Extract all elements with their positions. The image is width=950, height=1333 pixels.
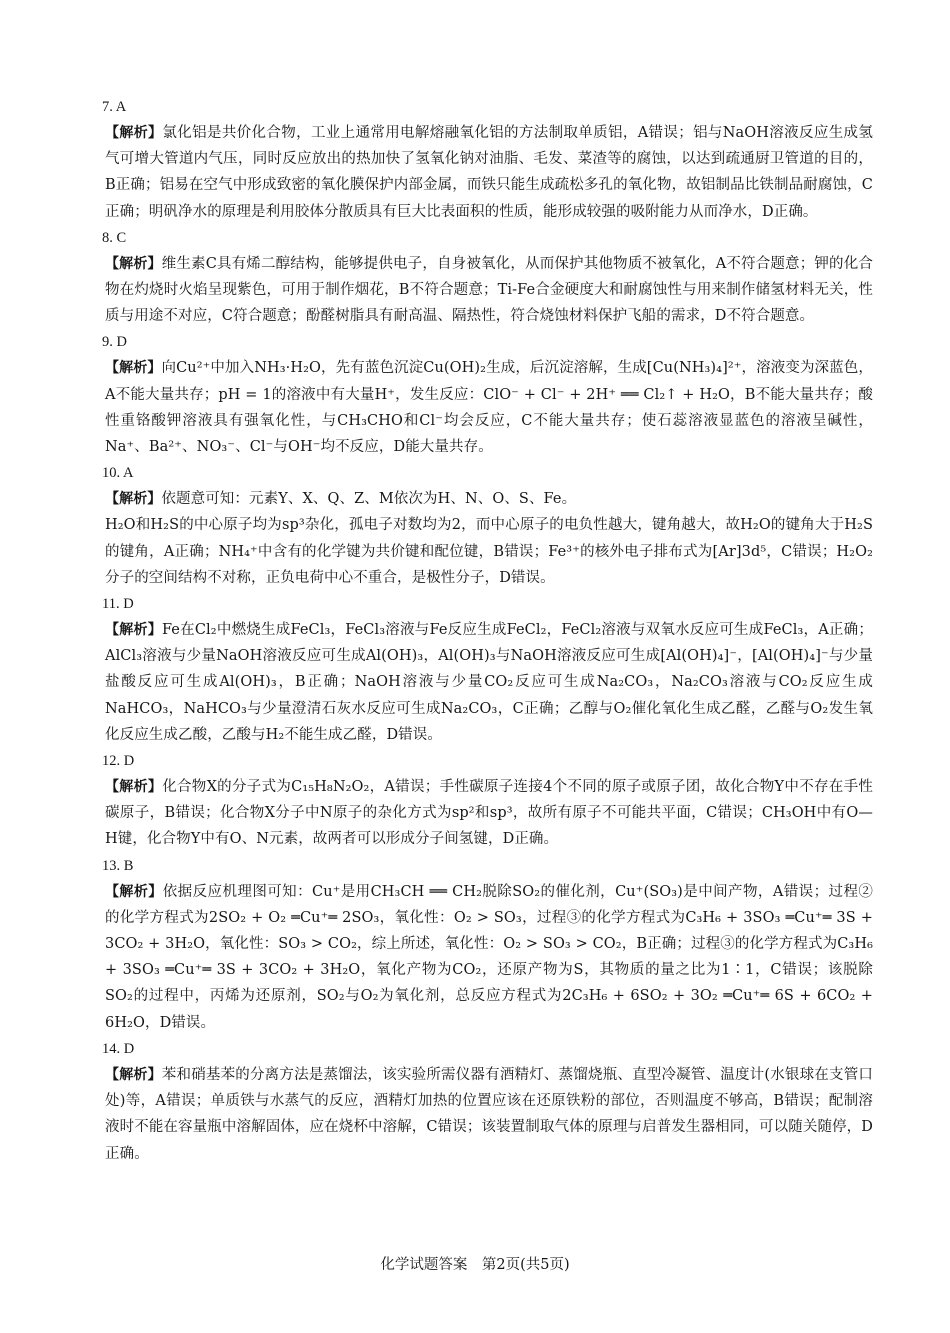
analysis-tag: 【解析】 (105, 883, 163, 900)
question-number: 10. A (102, 465, 134, 482)
analysis-tag: 【解析】 (105, 255, 162, 272)
analysis (105, 774, 873, 853)
question-number: 9. D (102, 334, 127, 351)
question-block (102, 460, 873, 591)
analysis-text: 维生素C具有烯二醇结构，能够提供电子，自身被氧化，从而保护其他物质不被氧化，A不符合题意；钾的化合物在灼烧时火焰呈现紫色，可用于制作烟花，B不符合题意；Ti-Fe合金硬度大和耐腐蚀性与用来制作储氢材料无关，性质与用途不对应，C符合题意；酚醛树脂具有耐高温、隔热性，符合烧蚀材料保护飞船的需求，D不符合题意。 (105, 255, 873, 325)
question-number: 8. C (102, 229, 127, 246)
question-number: 13. B (102, 857, 134, 874)
question-number: 7. A (102, 99, 127, 115)
analysis (105, 879, 873, 1036)
analysis-text: 依题意可知：元素Y、X、Q、Z、M依次为H、N、O、S、Fe。 (161, 491, 577, 508)
analysis-tag: 【解析】 (105, 360, 162, 377)
analysis-text: 苯和硝基苯的分离方法是蒸馏法，该实验所需仪器有酒精灯、蒸馏烧瓶、直型冷凝管、温度计(水银球在支管口处)等，A错误；单质铁与水蒸气的反应，酒精灯加热的位置应该在还原铁粉的部位，否则温度不够高，B错误；配制溶液时不能在容量瓶中溶解固体，应在烧杯中溶解，C错误；该装置制取气体的原理与启普发生器相同，可以随关随停，D正确。 (105, 1066, 873, 1162)
analysis (105, 1062, 873, 1167)
analysis-tag: 【解析】 (105, 622, 162, 639)
question-number: 14. D (102, 1040, 135, 1057)
analysis-text: Fe在Cl₂中燃烧生成FeCl₃，FeCl₃溶液与Fe反应生成FeCl₂，FeCl₂溶液与双氧水反应可生成FeCl₃，A正确；AlCl₃溶液与少量NaOH溶液反应可生成Al(OH)₃，Al(OH)₃与NaOH溶液反应可生成[Al(OH)₄]⁻，[Al(OH)₄]⁻与少量盐酸反应可生成Al(OH)₃，B正确；NaOH溶液与少量CO₂反应可生成Na₂CO₃，Na₂CO₃溶液与CO₂反应生成NaHCO₃，NaHCO₃与少量澄清石灰水反应可生成Na₂CO₃，C正确；乙醇与O₂催化氧化生成乙醛，乙醛与O₂发生氧化反应生成乙酸，乙酸与H₂不能生成乙醛，D错误。 (105, 622, 873, 743)
analysis-text: 氯化铝是共价化合物，工业上通常用电解熔融氧化铝的方法制取单质铝，A错误；铝与NaOH溶液反应生成氢气可增大管道内气压，同时反应放出的热加快了氢氧化钠对油脂、毛发、菜渣等的腐蚀，以达到疏通厨卫管道的目的，B正确；铝易在空气中形成致密的氧化膜保护内部金属，而铁只能生成疏松多孔的氧化物，故铝制品比铁制品耐腐蚀，C正确；明矾净水的原理是利用胶体分散质具有巨大比表面积的性质，能形成较强的吸附能力从而净水，D正确。 (105, 125, 874, 220)
analysis-tag: 【解析】 (105, 491, 162, 508)
question-block (102, 1036, 873, 1167)
question-block (102, 329, 873, 460)
page-footer: 化学试题答案 第2页(共5页) (380, 1257, 570, 1273)
analysis-tag: 【解析】 (105, 1066, 162, 1083)
analysis (105, 486, 873, 591)
analysis-text: H₂O和H₂S的中心原子均为sp³杂化，孤电子对数均为2，而中心原子的电负性越大，键角越大，故H₂O的键角大于H₂S的键角，A正确；NH₄⁺中含有的化学键为共价键和配位键，B错误；Fe³⁺的核外电子排布式为[Ar]3d⁵，C错误；H₂O₂分子的空间结构不对称，正负电荷中心不重合，是极性分子，D错误。 (105, 517, 873, 586)
analysis-text: 向Cu²⁺中加入NH₃·H₂O，先有蓝色沉淀Cu(OH)₂生成，后沉淀溶解，生成[Cu(NH₃)₄]²⁺，溶液变为深蓝色，A不能大量共存；pH = 1的溶液中有大量H⁺，发生反应：ClO⁻ + Cl⁻ + 2H⁺ ══ Cl₂↑ + H₂O，B不能大量共存；酸性重铬酸钾溶液具有强氧化性，与CH₃CHO和Cl⁻均会反应，C不能大量共存；使石蕊溶液显蓝色的溶液呈碱性，Na⁺、Ba²⁺、NO₃⁻、Cl⁻与OH⁻均不反应，D能大量共存。 (105, 360, 873, 456)
analysis (105, 251, 873, 330)
analysis-text: 化合物X的分子式为C₁₅H₈N₂O₂，A错误；手性碳原子连接4个不同的原子或原子团，故化合物Y中不存在手性碳原子，B错误；化合物X分子中N原子的杂化方式为sp²和sp³，故所有原子不可能共平面，C错误；CH₃OH中有O—H键，化合物Y中有O、N元素，故两者可以形成分子间氢键，D正确。 (105, 779, 873, 848)
analysis-tag: 【解析】 (105, 779, 163, 796)
question-block (102, 853, 874, 1036)
analysis-tag: 【解析】 (105, 125, 163, 141)
answer-page (102, 94, 874, 1167)
analysis (105, 355, 873, 460)
analysis (105, 120, 873, 225)
analysis-text: 依据反应机理图可知：Cu⁺是用CH₃CH ══ CH₂脱除SO₂的催化剂，Cu⁺(SO₃)是中间产物，A错误；过程②的化学方程式为2SO₂ + O₂ ═Cu⁺═ 2SO₃，氧化性：O₂ > SO₃，过程③的化学方程式为C₃H₆ + 3SO₃ ═Cu⁺═ 3S + 3CO₂ + 3H₂O，氧化性：SO₃ > CO₂，综上所述，氧化性：O₂ > SO₃ > CO₂，B正确；过程③的化学方程式为C₃H₆ + 3SO₃ ═Cu⁺═ 3S + 3CO₂ + 3H₂O，氧化产物为CO₂，还原产物为S，其物质的量之比为1∶1，C错误；该脱除SO₂的过程中，丙烯为还原剂，SO₂与O₂为氧化剂，总反应方程式为2C₃H₆ + 6SO₂ + 3O₂ ═Cu⁺═ 6S + 6CO₂ + 6H₂O，D错误。 (105, 883, 874, 1031)
question-block (102, 94, 874, 225)
question-block (102, 591, 873, 748)
question-block (102, 748, 873, 853)
question-block (102, 225, 873, 330)
question-number: 12. D (102, 753, 135, 770)
analysis (105, 617, 873, 748)
question-number: 11. D (102, 596, 134, 613)
